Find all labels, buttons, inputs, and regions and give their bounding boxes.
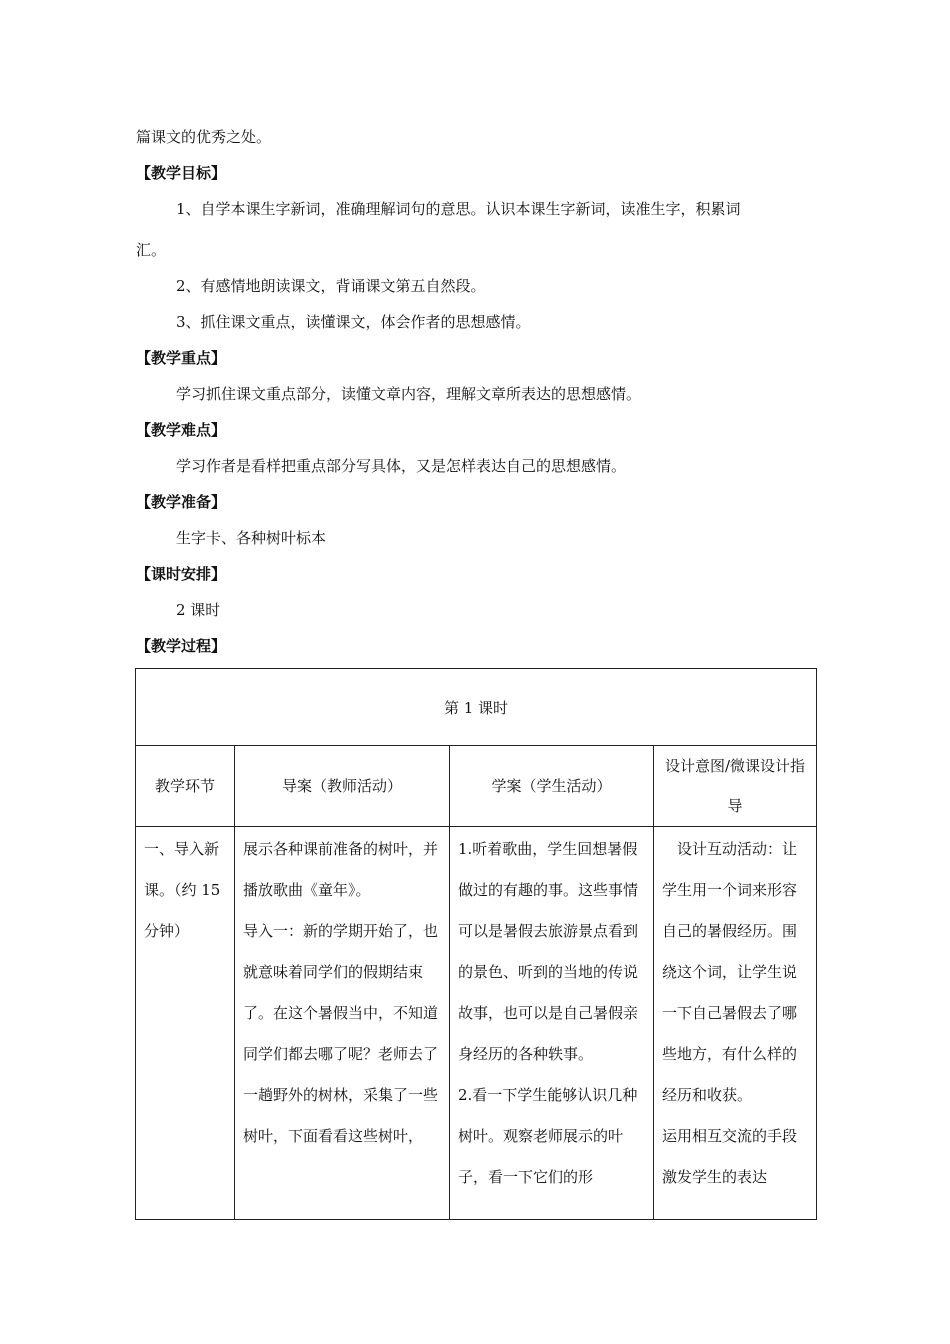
student-paragraph-1: 1.听着歌曲，学生回想暑假做过的有趣的事。这些事情可以是暑假去旅游景点看到的景色、听到的当地的传说故事，也可以是自己暑假亲身经历的各种轶事。: [458, 840, 639, 1063]
goal-1-line-b: 汇。: [136, 241, 167, 259]
goal-2: 2、有感情地朗读课文，背诵课文第五自然段。: [176, 277, 486, 295]
table-row: [136, 827, 817, 1220]
key-points-heading: 【教学重点】: [136, 349, 227, 367]
design-paragraph-2: 运用相互交流的手段激发学生的表达: [662, 1127, 798, 1186]
goal-3: 3、抓住课文重点，读懂课文，体会作者的思想感情。: [176, 313, 531, 331]
header-design: 设计意图/微课设计指导: [654, 746, 817, 827]
stage-cell: 一、导入新课。（约 15 分钟）: [136, 827, 235, 1220]
schedule-heading: 【课时安排】: [136, 565, 227, 583]
preparation-heading: 【教学准备】: [136, 493, 227, 511]
header-row: [136, 746, 817, 827]
lesson-plan-table: [135, 668, 817, 1220]
process-heading: 【教学过程】: [136, 637, 227, 655]
design-cell: [654, 827, 817, 1220]
goal-1-line-a: 1、自学本课生字新词，准确理解词句的意思。认识本课生字新词，读准生字，积累词: [176, 200, 741, 218]
header-stage: 教学环节: [136, 746, 235, 827]
session-cell: [136, 669, 817, 746]
design-paragraph-1: 设计互动活动：让学生用一个词来形容自己的暑假经历。围绕这个词，让学生说一下自己暑假去了哪些地方，有什么样的经历和收获。: [662, 840, 798, 1104]
student-paragraph-2: 2.看一下学生能够认识几种树叶。观察老师展示的叶子，看一下它们的形: [458, 1086, 638, 1186]
teacher-paragraph-2: 导入一：新的学期开始了，也就意味着同学们的假期结束了。在这个暑假当中，不知道同学们都去哪了呢？老师去了一趟野外的树林，采集了一些树叶，下面看看这些树叶，: [243, 922, 439, 1145]
teacher-paragraph-1: 展示各种课前准备的树叶，并播放歌曲《童年》。: [243, 840, 439, 899]
schedule-text: 2 课时: [176, 601, 221, 619]
session-label: 第 1 课时: [443, 698, 509, 717]
difficulties-heading: 【教学难点】: [136, 421, 227, 439]
teacher-activity-cell: [235, 827, 450, 1220]
goals-heading: 【教学目标】: [136, 164, 227, 182]
student-activity-cell: [450, 827, 654, 1220]
session-row: [136, 669, 817, 746]
key-points-text: 学习抓住课文重点部分，读懂文章内容，理解文章所表达的思想感情。: [176, 385, 642, 403]
header-student: 学案（学生活动）: [450, 746, 654, 827]
difficulties-text: 学习作者是看样把重点部分写具体，又是怎样表达自己的思想感情。: [176, 457, 627, 475]
header-teacher: 导案（教师活动）: [235, 746, 450, 827]
preparation-text: 生字卡、各种树叶标本: [176, 529, 327, 547]
intro-tail: 篇课文的优秀之处。: [136, 128, 272, 146]
